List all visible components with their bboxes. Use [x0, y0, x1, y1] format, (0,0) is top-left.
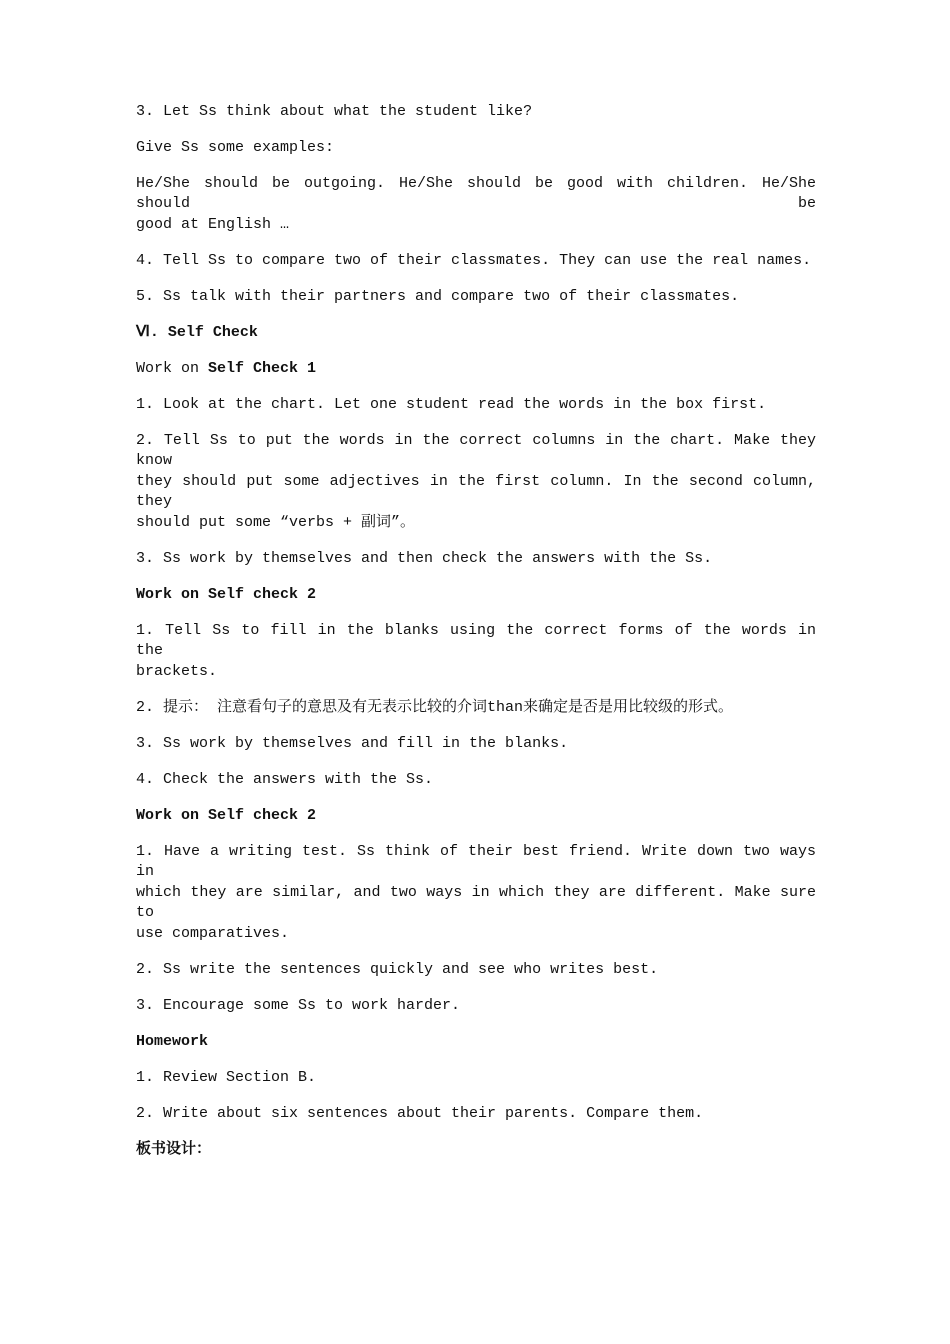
- heading-prefix: Work on: [136, 360, 209, 377]
- heading-bold: Self Check 1: [208, 360, 317, 377]
- sc2-step-2-hint: 2. 提示： 注意看句子的意思及有无表示比较的介词than来确定是否是用比较级的形式。: [136, 699, 734, 716]
- sc1-step-3: 3. Ss work by themselves and then check the answers with the Ss.: [136, 550, 713, 567]
- homework-item-1: 1. Review Section B.: [136, 1069, 317, 1086]
- sc1-step-2-line-2: they should put some adjectives in the first column. In the second column, they: [136, 473, 816, 510]
- homework-heading: Homework: [136, 1033, 209, 1050]
- sc2-step-1-line-1: 1. Tell Ss to fill in the blanks using the correct forms of the words in the: [136, 622, 816, 659]
- sc3-step-2: 2. Ss write the sentences quickly and see who writes best.: [136, 961, 659, 978]
- step-4-compare: 4. Tell Ss to compare two of their classmates. They can use the real names.: [136, 252, 812, 269]
- sc3-step-1-line-1: 1. Have a writing test. Ss think of their best friend. Write down two ways in: [136, 843, 816, 880]
- step-3-think: 3. Let Ss think about what the student like?: [136, 103, 533, 120]
- examples-line-1: He/She should be outgoing. He/She should be good with children. He/She should be: [136, 175, 816, 212]
- self-check-2-heading: Work on Self check 2: [136, 586, 317, 603]
- sc1-step-2-line-3: should put some “verbs + 副词”。: [136, 514, 416, 531]
- sc3-step-1-line-2: which they are similar, and two ways in which they are different. Make sure to: [136, 884, 816, 921]
- sc1-step-1: 1. Look at the chart. Let one student read the words in the box first.: [136, 396, 767, 413]
- sc3-step-1-line-3: use comparatives.: [136, 925, 290, 942]
- sc2-step-1-line-2: brackets.: [136, 663, 218, 680]
- self-check-3-heading: Work on Self check 2: [136, 807, 317, 824]
- sc2-step-3: 3. Ss work by themselves and fill in the blanks.: [136, 735, 569, 752]
- give-examples: Give Ss some examples:: [136, 139, 335, 156]
- step-5-talk: 5. Ss talk with their partners and compare two of their classmates.: [136, 288, 740, 305]
- examples-line-2: good at English …: [136, 216, 290, 233]
- section-self-check-heading: Ⅵ. Self Check: [136, 324, 258, 341]
- sc3-step-3: 3. Encourage some Ss to work harder.: [136, 997, 461, 1014]
- blackboard-design-heading: 板书设计：: [136, 1141, 212, 1158]
- sc2-step-4: 4. Check the answers with the Ss.: [136, 771, 434, 788]
- sc1-step-2-line-1: 2. Tell Ss to put the words in the correct columns in the chart. Make they know: [136, 432, 816, 469]
- self-check-1-heading: [136, 359, 816, 379]
- homework-item-2: 2. Write about six sentences about their parents. Compare them.: [136, 1105, 704, 1122]
